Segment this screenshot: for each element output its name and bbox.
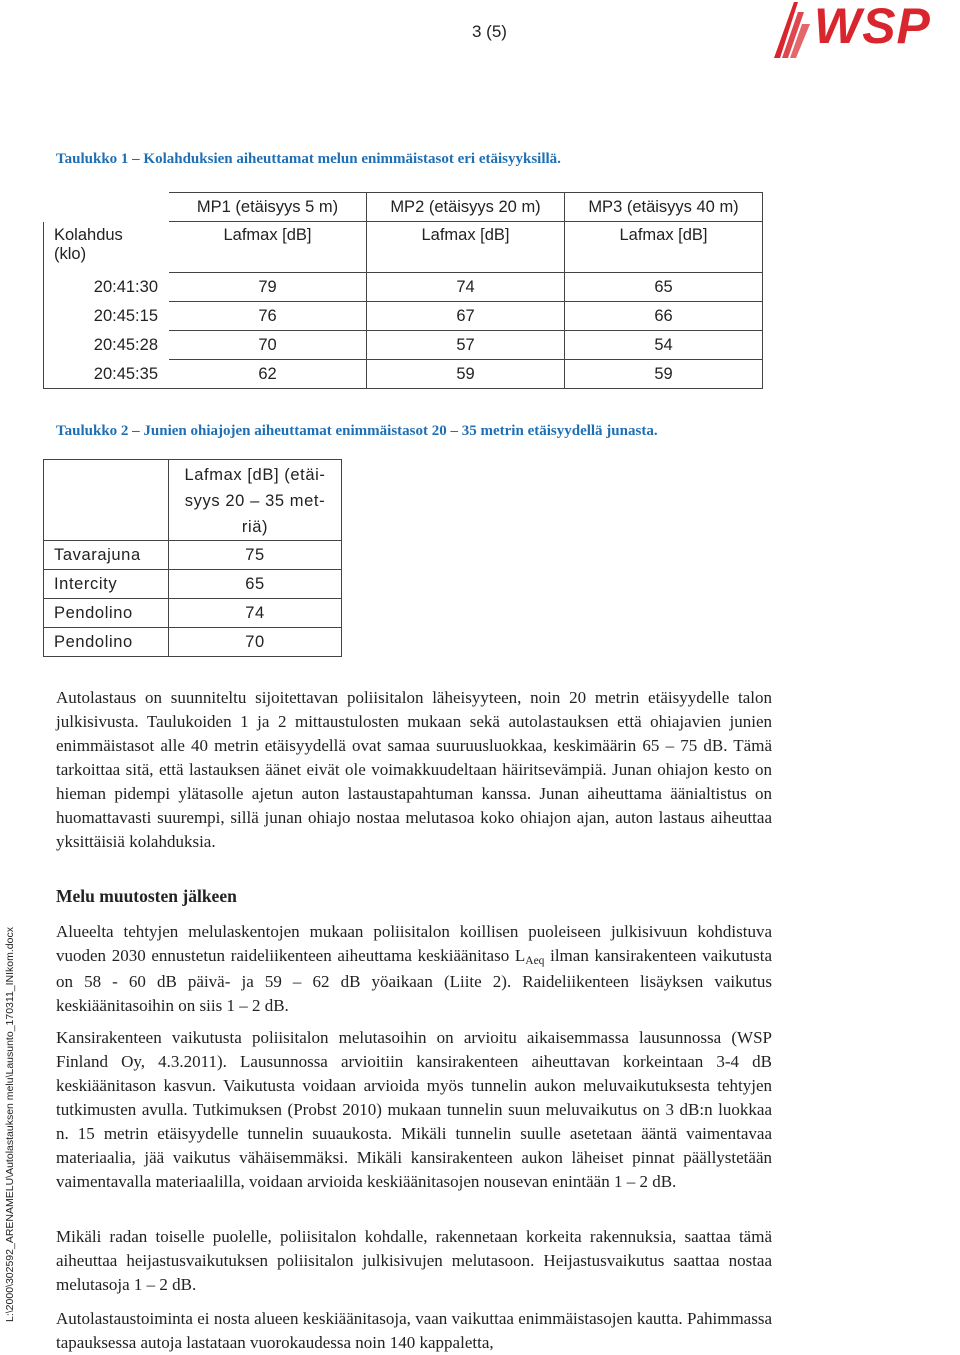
table-row [44, 628, 342, 657]
table1-unit: Lafmax [dB] [367, 222, 565, 273]
table2-train: Tavarajuna [44, 541, 169, 570]
table1-caption: Taulukko 1 – Kolahduksien aiheuttamat melun enimmäistasot eri etäisyyksillä. [56, 151, 561, 167]
table-row [44, 360, 763, 389]
table-row [44, 570, 342, 599]
table2-value: 74 [169, 599, 342, 628]
table2-train: Pendolino [44, 628, 169, 657]
table2-header-line: Lafmax [dB] (etäi- [184, 466, 326, 484]
table-row [44, 302, 763, 331]
table-row [44, 273, 763, 302]
table1-corner-cell [44, 193, 169, 222]
table1-value: 67 [367, 302, 565, 331]
table1-unit: Lafmax [dB] [565, 222, 763, 273]
table1-time: 20:41:30 [44, 273, 169, 302]
table1-header-mp3: MP3 (etäisyys 40 m) [565, 193, 763, 222]
table1-value: 62 [169, 360, 367, 389]
table2-header-line: riä) [241, 518, 269, 536]
table1-unit: Lafmax [dB] [169, 222, 367, 273]
document-file-path: L:\2000\302592_ARENAMELU\Autolastauksen melu\Lausunto_170311_INIkom.docx [4, 927, 16, 1322]
table-row [44, 331, 763, 360]
table1-value: 66 [565, 302, 763, 331]
table2 [43, 459, 342, 657]
table2-value: 70 [169, 628, 342, 657]
table1-row-label: Kolahdus (klo) [44, 222, 169, 273]
section-heading: Melu muutosten jälkeen [56, 886, 237, 906]
table1-value: 76 [169, 302, 367, 331]
table2-train: Intercity [44, 570, 169, 599]
table1-time: 20:45:35 [44, 360, 169, 389]
table1-header-mp1: MP1 (etäisyys 5 m) [169, 193, 367, 222]
table2-value: 65 [169, 570, 342, 599]
table-row [44, 541, 342, 570]
table1-time: 20:45:15 [44, 302, 169, 331]
table1-value: 54 [565, 331, 763, 360]
table1-header-mp2: MP2 (etäisyys 20 m) [367, 193, 565, 222]
table2-caption: Taulukko 2 – Junien ohiajojen aiheuttamat enimmäistasot 20 – 35 metrin etäisyydellä junasta. [56, 423, 658, 439]
table1-value: 74 [367, 273, 565, 302]
table1-value: 65 [565, 273, 763, 302]
paragraph-loading: Autolastaus on suunniteltu sijoitettavan poliisitalon läheisyyteen, noin 20 metrin etäisyydelle talon julkisivusta. Taulukoiden 1 ja 2 mittaustulosten mukaan sekä autolastauksen että ohiajavien junien enimmäistasot alle 40 metrin etäisyydellä ovat samaa suuruusluokkaa, keskimäärin 65 – 75 dB. Tämä tarkoittaa sitä, että lastauksen äänet eivät ole voimakkuudeltaan häiritsevämpiä. Junan ohiajon kesto on hieman pidempi ylätasolle ajetun auton lastaustapahtuman kanssa. Junan aiheuttama äänialtistus on huomattavasti suurempi, sillä junan ohiajo nostaa melutasoa koko ohiajon ajan, auton lastaus aiheuttaa yksittäisiä kolahduksia. [56, 688, 772, 851]
subscript-aeq: Aeq [525, 955, 545, 967]
page-number: 3 (5) [472, 22, 507, 41]
table1-time: 20:45:28 [44, 331, 169, 360]
table1-value: 57 [367, 331, 565, 360]
table2-train: Pendolino [44, 599, 169, 628]
paragraph-loading-activity: Autolastaustoiminta ei nosta alueen keskiäänitasoja, vaan vaikuttaa enimmäistasojen kautta. Pahimmassa tapauksessa autoja lastataan vuorokaudessa noin 140 kappaletta, [56, 1309, 772, 1352]
table-row [44, 599, 342, 628]
table2-corner-cell [44, 460, 169, 541]
table2-header-line: syys 20 – 35 met- [184, 492, 326, 510]
table1-value: 79 [169, 273, 367, 302]
table1 [43, 192, 763, 389]
table2-value: 75 [169, 541, 342, 570]
paragraph-noise-calculation [56, 920, 772, 1018]
paragraph-reflection: Mikäli radan toiselle puolelle, poliisitalon kohdalle, rakennetaan korkeita rakennuksia, saattaa tämä aiheuttaa heijastusvaikutuksen poliisitalon julkisivujen melutasoon. Heijastusvaikutus saattaa nostaa melutasoja 1 – 2 dB. [56, 1227, 772, 1294]
table1-value: 59 [367, 360, 565, 389]
table1-value: 70 [169, 331, 367, 360]
paragraph-deck-structure: Kansirakenteen vaikutusta poliisitalon melutasoihin on arvioitu aikaisemmassa lausunnossa (WSP Finland Oy, 4.3.2011). Lausunnossa arvioitiin kansirakenteen aiheuttavan korkeintaan 3-4 dB keskiäänitason kasvun. Vaikutusta voidaan arvioida myös tunnelin aukon meluvaikutuksesta tehtyjen tutkimusten avulla. Tutkimuksen (Probst 2010) mukaan tunnelin suun meluvaikutus on 3 dB:n luokkaa n. 15 metrin etäisyydelle tunnelin suuaukosta. Mikäli tunnelin suulle asetetaan ääntä vaimentavaa materiaalia, jää vaikutus vähäisemmäksi. Mikäli kansirakenteen aukon läheiset pinnat päällystetään vaimentavalla materiaalilla, voidaan arvioida keskiäänitasojen nousevan enintään 1 – 2 dB. [56, 1028, 772, 1191]
table2-header [169, 460, 342, 541]
paragraph-text: ilman kansirakenteen vaikutusta on 58 - 60 dB päivä- ja 59 – 62 dB yöaikaan (Liite 2). Raideliikenteen lisäyksen vaikutus keskiäänitasoihin on siis 1 – 2 dB. [56, 946, 772, 1015]
paragraph-text: Alueelta tehtyjen melulaskentojen mukaan poliisitalon koillisen puoleiseen julkisivuun kohdistuva vuoden 2030 ennustetun raideliikenteen aiheuttama keskiäänitaso L [56, 922, 772, 965]
table1-value: 59 [565, 360, 763, 389]
wsp-logo [768, 0, 960, 62]
wsp-wordmark: WSP [814, 0, 931, 54]
